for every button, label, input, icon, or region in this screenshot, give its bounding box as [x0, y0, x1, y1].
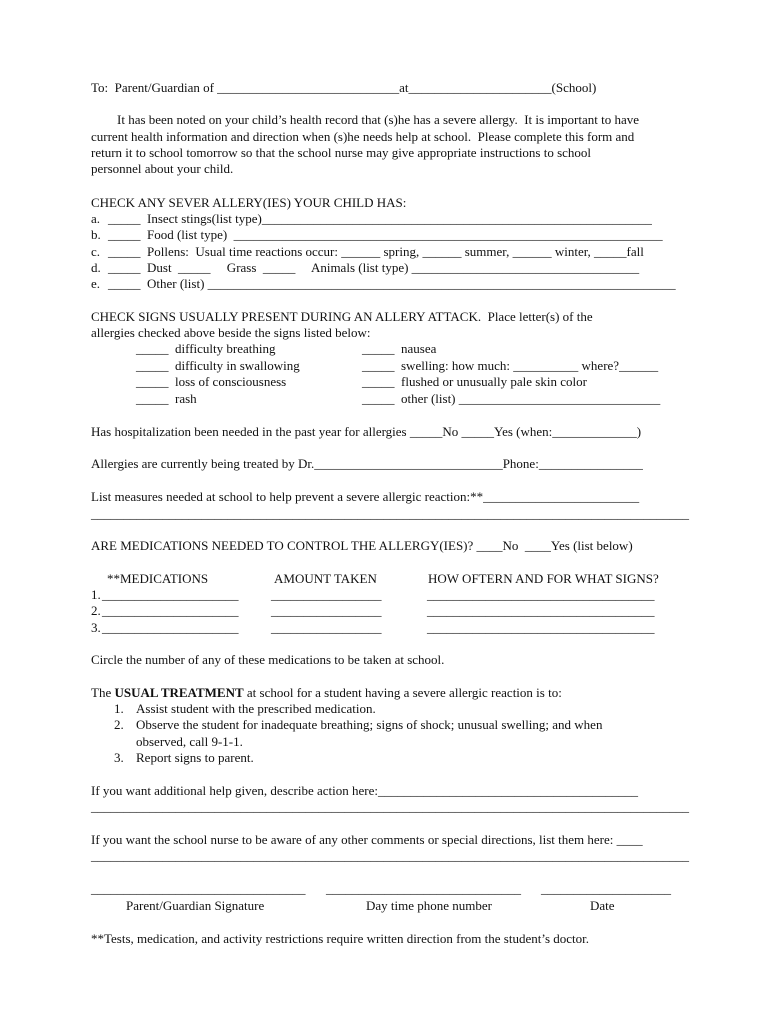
- sign-left-4: _____ rash: [136, 391, 197, 406]
- to-parent-line: To: Parent/Guardian of ____________________________at______________________(School): [91, 80, 597, 95]
- med-row-3-num: 3.: [91, 620, 101, 635]
- allergy-item-b: _____ Food (list type) __________________________________________________________________: [108, 227, 663, 242]
- sign-right-1: _____ nausea: [362, 341, 437, 356]
- med-row-3-amount: _________________: [271, 620, 382, 635]
- intro-line-4: personnel about your child.: [91, 161, 234, 176]
- treatment-suffix: at school for a student having a severe allergic reaction is to:: [243, 685, 562, 700]
- treatment-step-2-cont: observed, call 9-1-1.: [136, 734, 243, 749]
- treatment-step-3: Report signs to parent.: [136, 750, 254, 765]
- treatment-prefix: The: [91, 685, 115, 700]
- med-row-1-num: 1.: [91, 587, 101, 602]
- phone-label: Day time phone number: [366, 898, 492, 913]
- med-row-2-how: ___________________________________: [427, 603, 655, 618]
- date-label: Date: [590, 898, 615, 913]
- med-col-header-how: HOW OFTERN AND FOR WHAT SIGNS?: [428, 571, 659, 586]
- allergy-item-e: _____ Other (list) ________________________________________________________________________: [108, 276, 676, 291]
- sign-left-2: _____ difficulty in swallowing: [136, 358, 300, 373]
- signature-label: Parent/Guardian Signature: [126, 898, 265, 913]
- measures-line-2: ____________________________________________________________________________________________: [91, 506, 689, 521]
- treatment-step-2: Observe the student for inadequate breathing; signs of shock; unusual swelling; and when: [136, 717, 603, 732]
- med-row-2-num: 2.: [91, 603, 101, 618]
- additional-help-line-2: ____________________________________________________________________________________________: [91, 799, 689, 814]
- date-line: ____________________: [541, 881, 671, 896]
- allergy-item-a: _____ Insect stings(list type)____________________________________________________________: [108, 211, 652, 226]
- med-row-2-amount: _________________: [271, 603, 382, 618]
- hospitalization-line: Has hospitalization been needed in the past year for allergies _____No _____Yes (when:_____________): [91, 424, 642, 439]
- signs-heading-2: allergies checked above beside the signs listed below:: [91, 325, 371, 340]
- med-row-1-amount: _________________: [271, 587, 382, 602]
- signs-heading-1: CHECK SIGNS USUALLY PRESENT DURING AN ALLERY ATTACK. Place letter(s) of the: [91, 309, 593, 324]
- additional-help-line-1: If you want additional help given, describe action here:________________________________________: [91, 783, 638, 798]
- phone-line: ______________________________: [326, 881, 521, 896]
- treatment-step-1-num: 1.: [114, 701, 124, 716]
- treated-by-line: Allergies are currently being treated by Dr._____________________________Phone:________________: [91, 456, 643, 471]
- sign-right-2: _____ swelling: how much: __________ where?______: [362, 358, 659, 373]
- signature-line: _________________________________: [91, 881, 306, 896]
- allergy-letter-c: c.: [91, 244, 101, 259]
- intro-line-2: current health information and direction when (s)he needs help at school. Please complete this form and: [91, 129, 635, 144]
- med-row-3-name: _____________________: [102, 620, 239, 635]
- sign-left-3: _____ loss of consciousness: [136, 374, 287, 389]
- intro-line-3: return it to school tomorrow so that the school nurse may give appropriate instructions to school: [91, 145, 592, 160]
- med-col-header-amount: AMOUNT TAKEN: [274, 571, 377, 586]
- med-row-1-name: _____________________: [102, 587, 239, 602]
- sign-left-1: _____ difficulty breathing: [136, 341, 276, 356]
- treatment-bold: USUAL TREATMENT: [114, 685, 244, 700]
- allergy-letter-e: e.: [91, 276, 101, 291]
- usual-treatment-line: [91, 685, 562, 701]
- med-row-2-name: _____________________: [102, 603, 239, 618]
- intro-line-1: It has been noted on your child’s health record that (s)he has a severe allergy. It is important to have: [117, 112, 639, 127]
- allergy-item-d: _____ Dust _____ Grass _____ Animals (list type) ___________________________________: [108, 260, 640, 275]
- allergy-letter-b: b.: [91, 227, 101, 242]
- medications-question: ARE MEDICATIONS NEEDED TO CONTROL THE ALLERGY(IES)? ____No ____Yes (list below): [91, 538, 633, 553]
- allergy-item-c: _____ Pollens: Usual time reactions occur: ______ spring, ______ summer, ______ winter, _____fall: [108, 244, 644, 259]
- med-row-3-how: ___________________________________: [427, 620, 655, 635]
- sign-right-3: _____ flushed or unusually pale skin color: [362, 374, 587, 389]
- comments-line-2: ____________________________________________________________________________________________: [91, 848, 689, 863]
- circle-note: Circle the number of any of these medications to be taken at school.: [91, 652, 445, 667]
- measures-line-1: List measures needed at school to help prevent a severe allergic reaction:**________________________: [91, 489, 640, 504]
- doctor-footnote: **Tests, medication, and activity restrictions require written direction from the student’s doctor.: [91, 931, 590, 946]
- med-row-1-how: ___________________________________: [427, 587, 655, 602]
- treatment-step-1: Assist student with the prescribed medication.: [136, 701, 376, 716]
- treatment-step-2-num: 2.: [114, 717, 124, 732]
- comments-line-1: If you want the school nurse to be aware of any other comments or special directions, list them here: ____: [91, 832, 643, 847]
- treatment-step-3-num: 3.: [114, 750, 124, 765]
- allergy-heading: CHECK ANY SEVER ALLERY(IES) YOUR CHILD HAS:: [91, 195, 407, 210]
- allergy-letter-a: a.: [91, 211, 101, 226]
- med-col-header-medications: **MEDICATIONS: [107, 571, 209, 586]
- allergy-letter-d: d.: [91, 260, 101, 275]
- sign-right-4: _____ other (list) _______________________________: [362, 391, 661, 406]
